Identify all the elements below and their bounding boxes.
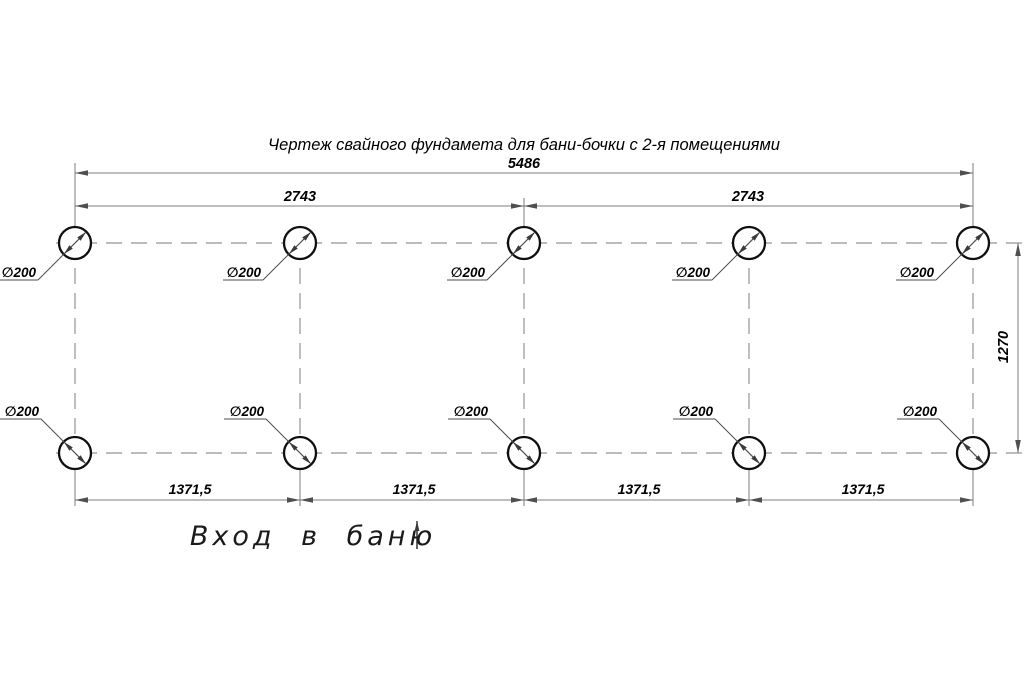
dim-spacing-1-label: 1371,5 <box>168 481 212 497</box>
pile-top-2 <box>223 227 316 280</box>
pile-diameter-label: ∅200 <box>675 265 710 280</box>
pile-diameter-label: ∅200 <box>226 265 261 280</box>
dim-spacing-3-label: 1371,5 <box>617 481 661 497</box>
pile-bottom-1 <box>0 404 91 469</box>
dim-spacing-4-label: 1371,5 <box>841 481 885 497</box>
pile-diameter-label: ∅200 <box>450 265 485 280</box>
dim-section-right-label: 2743 <box>731 189 765 205</box>
dim-width-label: 1270 <box>996 330 1012 364</box>
entrance-annotation <box>190 521 436 552</box>
pile-top-1 <box>0 227 91 280</box>
pile-diameter-label: ∅200 <box>229 404 264 419</box>
dim-section-left-label: 2743 <box>283 189 317 205</box>
pile-top-5 <box>896 227 989 280</box>
pile-top-3 <box>447 227 540 280</box>
pile-diameter-label: ∅200 <box>453 404 488 419</box>
pile-bottom-2 <box>224 404 316 469</box>
entrance-label: Вход в баню <box>189 521 437 552</box>
drawing-title: Чертеж свайного фундамета для бани-бочки с 2-я помещениями <box>268 136 780 154</box>
pile-bottom-4 <box>673 404 765 469</box>
pile-diameter-label: ∅200 <box>1 265 36 280</box>
pile-top-4 <box>672 227 765 280</box>
pile-bottom-5 <box>897 404 989 469</box>
pile-diameter-label: ∅200 <box>4 404 39 419</box>
pile-diameter-label: ∅200 <box>678 404 713 419</box>
pile-diameter-label: ∅200 <box>902 404 937 419</box>
pile-diameter-label: ∅200 <box>899 265 934 280</box>
dim-spacing-2-label: 1371,5 <box>392 481 436 497</box>
pile-bottom-3 <box>448 404 540 469</box>
dim-total-length-label: 5486 <box>507 156 541 172</box>
